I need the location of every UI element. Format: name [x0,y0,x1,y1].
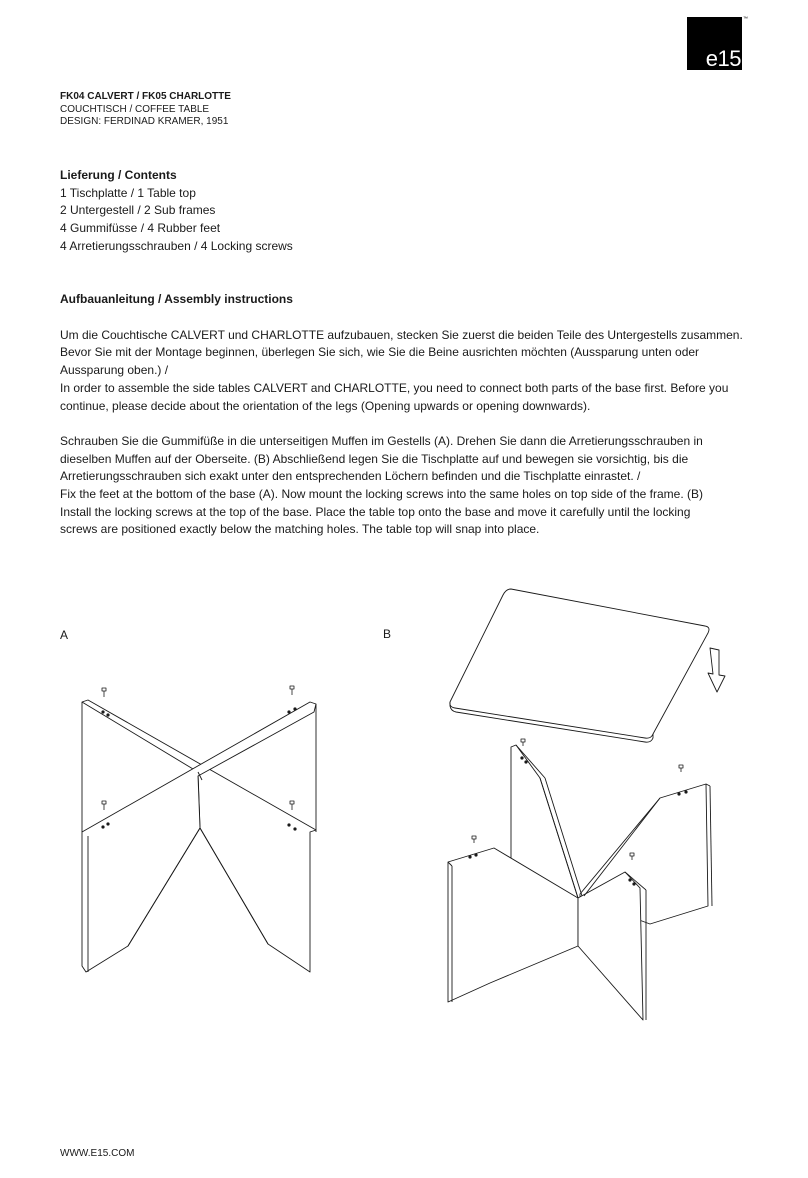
assembly-paragraph-1 [60,327,760,416]
contents-item: 2 Untergestell / 2 Sub frames [60,203,216,218]
down-arrow-icon [708,648,725,692]
assembly-section [60,291,760,539]
logo-trademark: ™ [743,16,748,22]
text-line: Schrauben Sie die Gummifüße in die unterseitigen Muffen im Gestells (A). Drehen Sie dann die Arretierungsschrauben in [60,433,703,448]
figure-b-label: B [383,627,392,641]
logo-text: e15 [705,46,741,71]
contents-section [60,167,293,256]
e15-logo [687,17,742,70]
text-line: screws are positioned exactly below the matching holes. The table top will snap into place. [60,522,540,537]
document-header [60,91,231,129]
table-top [450,589,709,742]
text-line: Arretierungsschrauben sich exakt unter den entsprechenden Löchern befinden und die Tischplatte einrastet. / [60,469,641,484]
text-line: Fix the feet at the bottom of the base (A). Now mount the locking screws into the same holes on top side of the frame. (B) [60,487,703,502]
contents-item: 4 Gummifüsse / 4 Rubber feet [60,221,221,236]
text-line: Um die Couchtische CALVERT und CHARLOTTE aufzubauen, stecken Sie zuerst die beiden Teile des Untergestells zusammen. [60,327,743,342]
text-line: continue, please decide about the orientation of the legs (Opening upwards or opening downwards). [60,398,591,413]
text-line: Aussparung oben.) / [60,363,169,378]
contents-item: 1 Tischplatte / 1 Table top [60,185,196,200]
figure-b-illustration [440,580,740,1030]
product-title: FK04 CALVERT / FK05 CHARLOTTE [60,91,231,102]
text-line: Install the locking screws at the top of the base. Place the table top onto the base and move it carefully until the locking [60,504,691,519]
base-panel-right-front [578,872,643,1020]
contents-item: 4 Arretierungsschrauben / 4 Locking screws [60,238,293,253]
figure-a-illustration [70,680,330,980]
text-line: Bevor Sie mit der Montage beginnen, überlegen Sie sich, wie Sie die Beine ausrichten möchten (Aussparung unten oder [60,345,700,360]
product-subtitle: COUCHTISCH / COFFEE TABLE [60,103,210,115]
website-link[interactable]: WWW.E15.COM [60,1148,135,1159]
text-line: dieselben Muffen auf der Oberseite. (B) Abschließend legen Sie die Tischplatte auf und bewegen sie vorsichtig, bis die [60,451,689,466]
text-line: In order to assemble the side tables CALVERT and CHARLOTTE, you need to connect both parts of the base first. Before you [60,380,729,395]
assembly-paragraph-2 [60,433,760,539]
contents-title: Lieferung / Contents [60,168,177,182]
opened-base [448,745,712,1020]
figure-a-label: A [60,628,69,642]
designer-line: DESIGN: FERDINAD KRAMER, 1951 [60,116,229,127]
assembly-title: Aufbauanleitung / Assembly instructions [60,292,293,306]
